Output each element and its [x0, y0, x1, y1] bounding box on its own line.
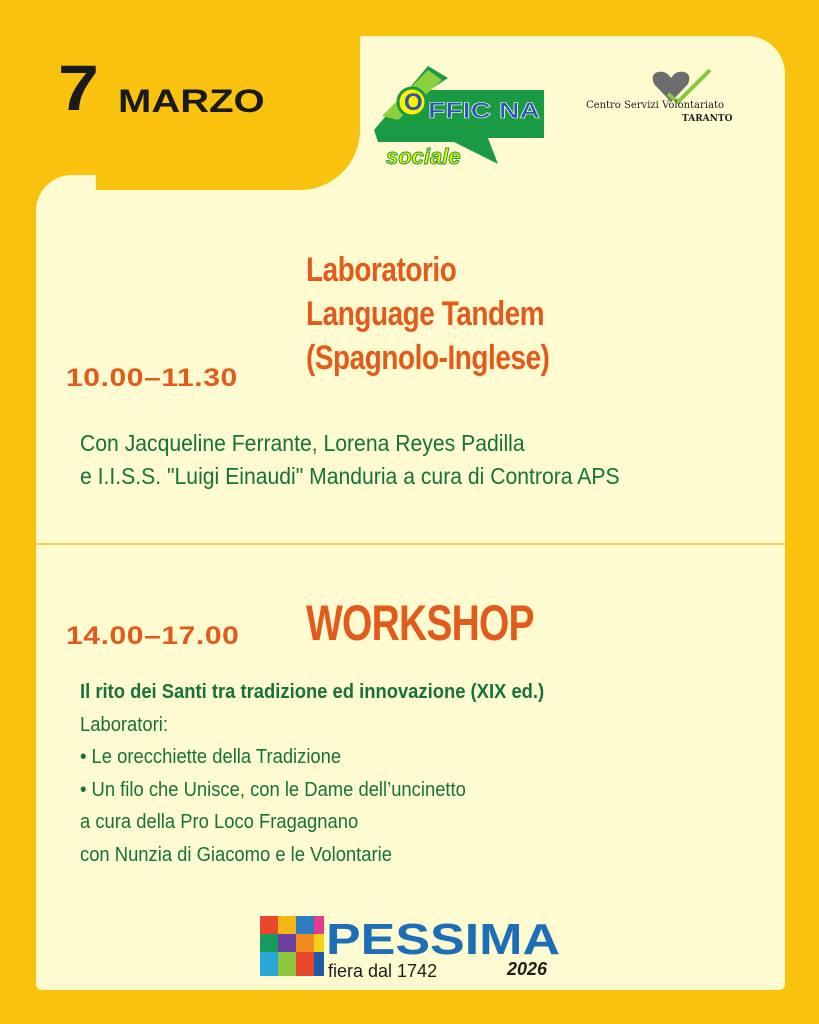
date-month: MARZO	[117, 83, 265, 119]
svg-text:O: O	[404, 89, 423, 116]
pessima-tagline: fiera dal 1742	[328, 961, 438, 981]
session2-line: a cura della Pro Loco Fragagnano	[80, 811, 359, 833]
session1-title-line: Language Tandem	[306, 295, 545, 333]
session1-description	[80, 427, 620, 493]
session2-line: con Nunzia di Giacomo e le Volontarie	[80, 843, 392, 866]
csv-city: TARANTO	[682, 114, 733, 124]
pessima-year: 2026	[507, 959, 548, 979]
date-day: 7	[58, 52, 97, 124]
csv-name: Centro Servizi Volontariato	[586, 100, 724, 111]
event-date	[58, 52, 265, 124]
session1-title-line: Laboratorio	[306, 251, 457, 289]
section-divider	[36, 543, 785, 545]
session2-line: • Un filo che Unisce, con le Dame dell’uncinetto	[80, 778, 466, 801]
session2-line: • Le orecchiette della Tradizione	[80, 746, 342, 768]
session2-subtitle: Il rito dei Santi tra tradizione ed innovazione (XIX ed.)	[80, 681, 545, 703]
session1-desc-line: Con Jacqueline Ferrante, Lorena Reyes Padilla	[80, 430, 525, 456]
session1-title	[306, 248, 550, 380]
svg-text:FFIC NA: FFIC NA	[428, 98, 541, 123]
officina-sociale-logo	[368, 60, 548, 175]
session2-line: Laboratori:	[80, 713, 168, 736]
csv-taranto-logo	[586, 68, 756, 128]
session2-time: 14.00–17.00	[66, 622, 240, 650]
svg-text:PESSIMA: PESSIMA	[326, 915, 560, 964]
svg-text:sociale: sociale	[386, 144, 461, 169]
session2-details	[80, 676, 544, 871]
session2-title: WORKSHOP	[306, 595, 534, 651]
session1-desc-line: e I.I.S.S. "Luigi Einaudi" Manduria a cura di Controra APS	[80, 463, 620, 489]
session1-title-line: (Spagnolo-Inglese)	[306, 339, 550, 377]
session1-time: 10.00–11.30	[66, 364, 238, 392]
